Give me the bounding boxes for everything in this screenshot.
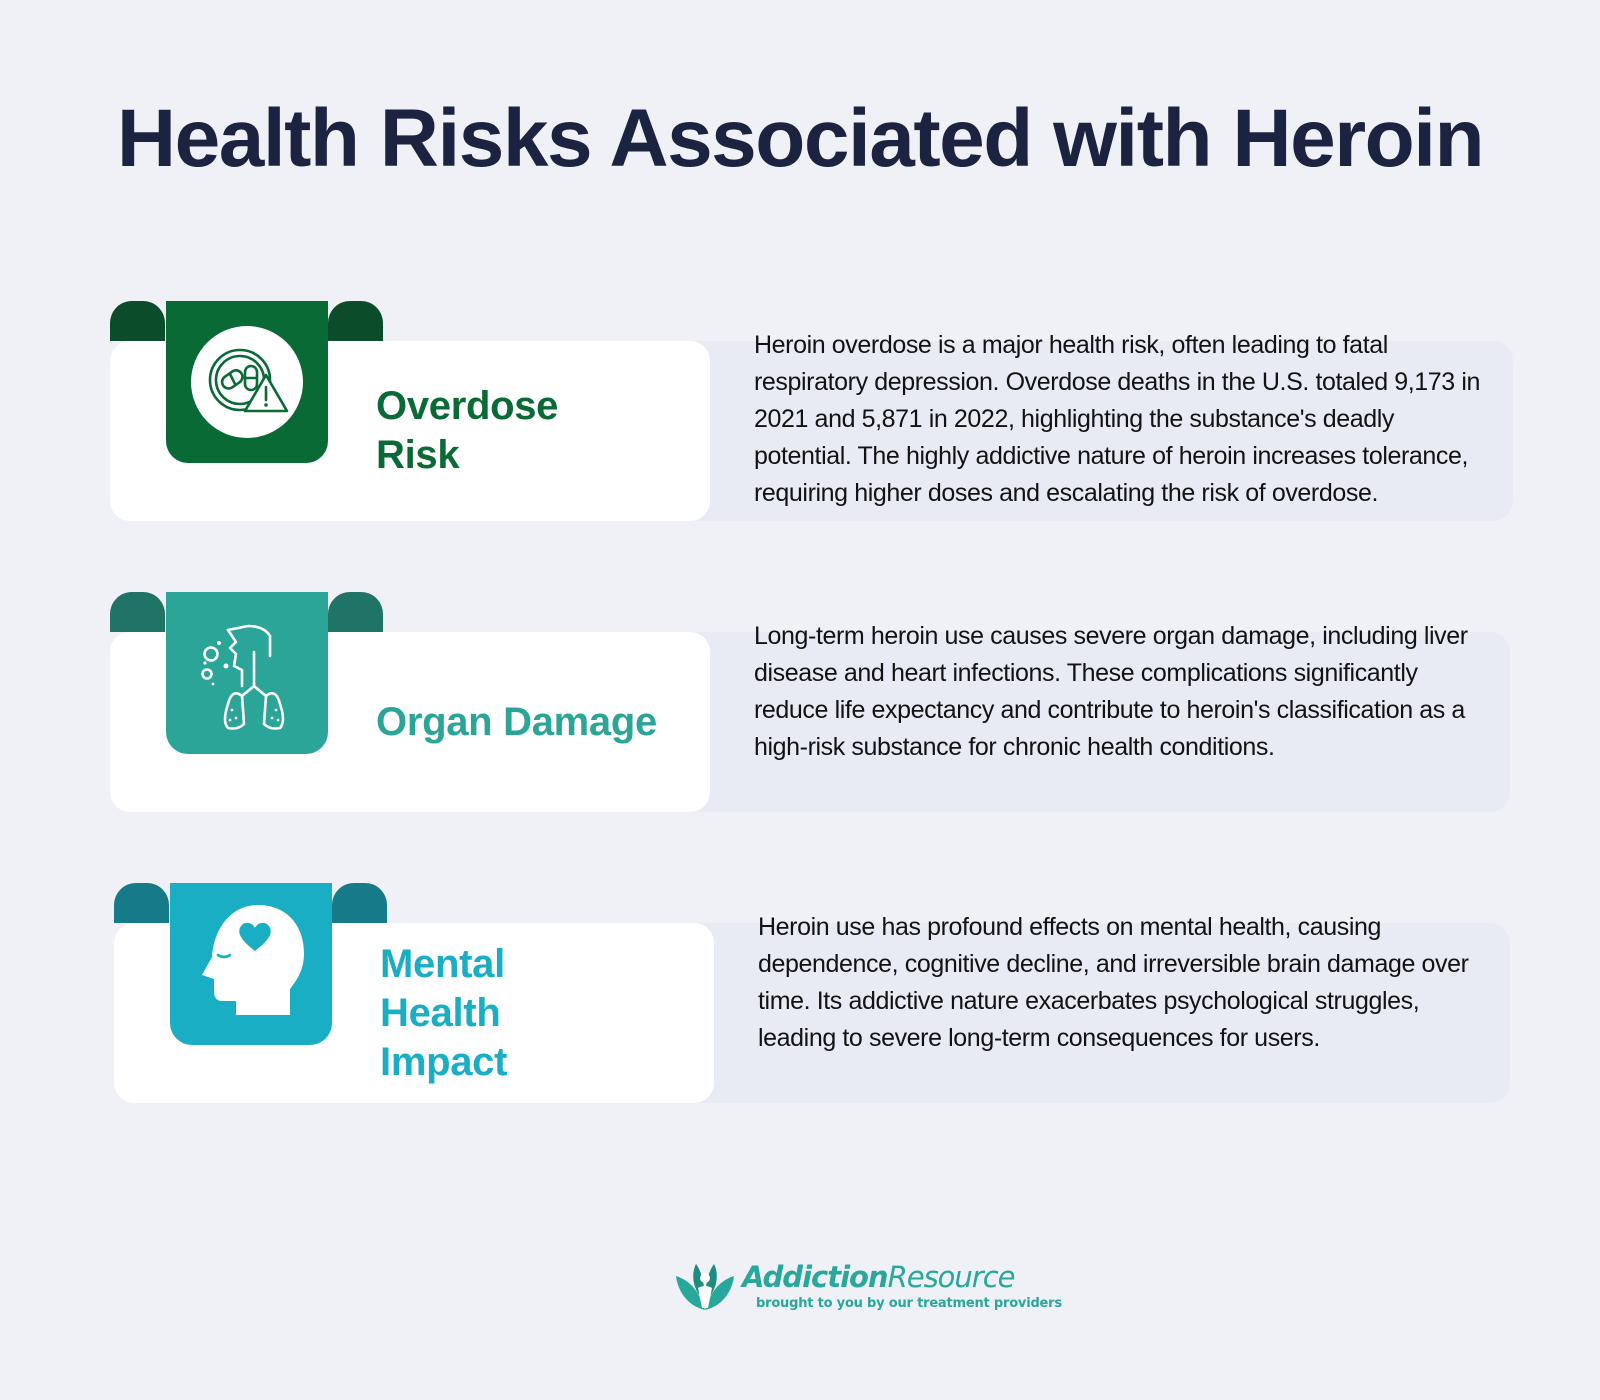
ribbon-fold-left [110,301,165,341]
risk-label [380,923,700,1103]
icon-tab [166,301,328,463]
ribbon-fold-left [110,592,165,632]
risk-description: Heroin overdose is a major health risk, often leading to fatal respiratory depression. Overdose deaths in the U.S. totaled 9,173 in 2021 and 5,871 in 2022, highlighting the substance's deadly potential. The highly addictive nature of heroin increases tolerance, requiring higher doses and escalating the risk of overdose. [754,331,1481,507]
brand-name: AddictionResource [742,1260,1015,1294]
risk-label-text: Overdose Risk [376,384,559,477]
head-heart-icon [170,883,332,1045]
brand-tagline: brought to you by our treatment providers [756,1296,1062,1311]
risk-label-text: Mental Health Impact [380,941,508,1084]
risk-label [376,341,696,521]
ribbon-fold-right [332,883,387,923]
risk-description: Heroin use has profound effects on mental health, causing dependence, cognitive decline, and irreversible brain damage over time. Its addictive nature exacerbates psychological struggles, leading to severe long-term consequences for users. [758,913,1469,1052]
risk-label [376,632,696,812]
lotus-person-icon [672,1258,738,1314]
risk-row-mental-health [114,883,1524,1143]
footer-logo [672,1258,1062,1318]
pills-warning-icon [166,301,328,463]
risk-description: Long-term heroin use causes severe organ damage, including liver disease and heart infections. These complications significantly reduce life expectancy and contribute to heroin's classification as a high-risk substance for chronic health conditions. [754,622,1468,761]
ribbon-fold-right [328,592,383,632]
risk-label-text: Organ Damage [376,699,657,744]
icon-tab [166,592,328,754]
lungs-profile-icon [166,592,328,754]
ribbon-fold-right [328,301,383,341]
risk-row-organ-damage [110,592,1520,852]
ribbon-fold-left [114,883,169,923]
icon-tab [170,883,332,1045]
risk-row-overdose [110,301,1520,561]
page-title: Health Risks Associated with Heroin [116,93,1484,184]
